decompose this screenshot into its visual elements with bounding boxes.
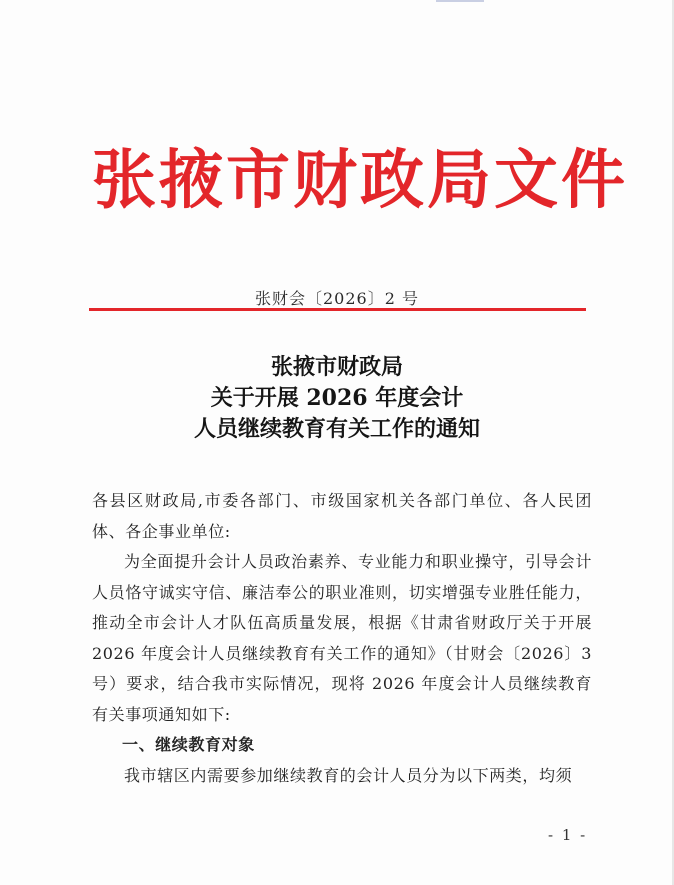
document-title: [0, 352, 674, 445]
red-separator-line: [89, 308, 586, 311]
intro-paragraph: 为全面提升会计人员政治素养、专业能力和职业操守，引导会计人员恪守诚实守信、廉洁奉公的职业准则，切实增强专业胜任能力，推动全市会计人才队伍高质量发展，根据《甘肃省财政厅关于开展 2026 年度会计人员继续教育有关工作的通知》（甘财会〔2026〕3 号）要求，结合我市实际情况，现将 2026 年度会计人员继续教育有关事项通知如下:: [92, 552, 592, 724]
document-number: 张财会〔2026〕2 号: [255, 289, 419, 308]
title-line-1: 张掖市财政局: [270, 354, 403, 380]
page-number: - 1 -: [548, 826, 588, 844]
section-1-paragraph: 我市辖区内需要参加继续教育的会计人员分为以下两类，均须: [124, 765, 573, 785]
title-line-2: 关于开展 2026 年度会计: [210, 385, 464, 411]
title-line-3: 人员继续教育有关工作的通知: [193, 416, 480, 442]
addressee: 各县区财政局,市委各部门、市级国家机关各部门单位、各人民团体、各企事业单位:: [92, 491, 592, 541]
scan-edge-mark: [436, 0, 484, 2]
section-heading-1: 一、继续教育对象: [122, 735, 255, 754]
document-body: [92, 486, 592, 791]
letterhead-title: 张掖市财政局文件: [92, 143, 628, 218]
